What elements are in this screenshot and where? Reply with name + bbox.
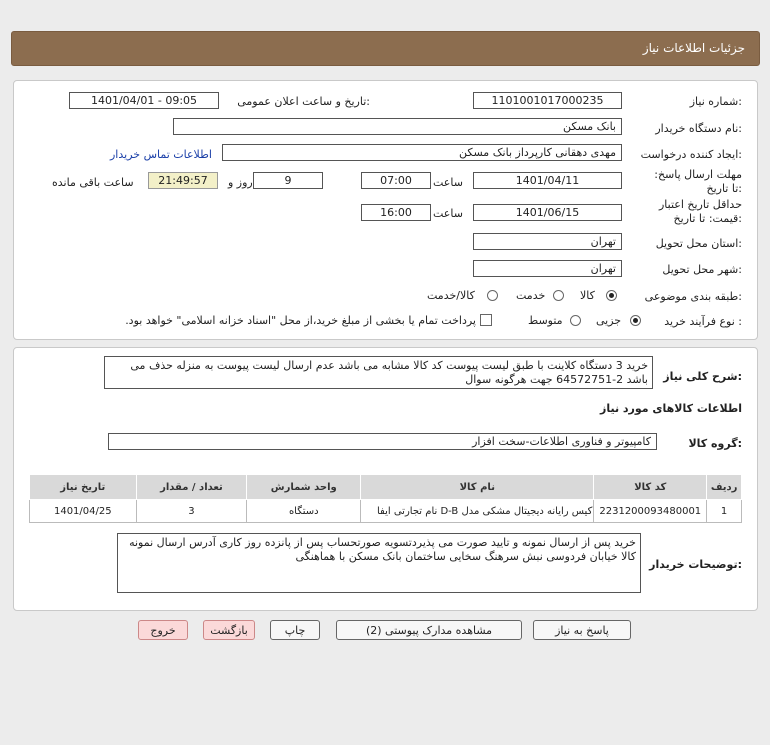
category-label: طبقه بندی موضوعی: xyxy=(644,290,742,303)
deadline-time-field: 07:00 xyxy=(361,172,431,189)
cell-code: 2231200093480001 xyxy=(594,500,707,523)
goods-group-label: گروه کالا: xyxy=(688,437,742,450)
province-label: استان محل تحویل: xyxy=(655,237,742,250)
treasury-checkbox[interactable] xyxy=(480,314,492,326)
deadline-time-label: ساعت xyxy=(433,176,463,189)
col-unit: واحد شمارش xyxy=(247,475,361,500)
treasury-note: پرداخت تمام یا بخشی از مبلغ خرید،از محل "اسناد خزانه اسلامی" خواهد بود. xyxy=(125,314,476,327)
validity-date-field: 1401/06/15 xyxy=(473,204,622,221)
deadline-days-field: 9 xyxy=(253,172,323,189)
process-label: نوع فرآیند خرید : xyxy=(664,315,742,328)
buyer-org-label: نام دستگاه خریدار: xyxy=(655,122,742,135)
deadline-label: مهلت ارسال پاسخ: تا تاریخ: xyxy=(654,168,742,195)
cell-date: 1401/04/25 xyxy=(30,500,137,523)
category-both-radio[interactable] xyxy=(487,290,498,301)
print-button[interactable]: چاپ xyxy=(270,620,320,640)
category-service-radio[interactable] xyxy=(553,290,564,301)
goods-section-title: اطلاعات کالاهای مورد نیاز xyxy=(600,402,742,415)
cell-row: 1 xyxy=(707,500,742,523)
creator-field: مهدی دهقانی کارپرداز بانک مسکن xyxy=(222,144,622,161)
summary-label: شرح کلی نیاز: xyxy=(663,370,742,383)
need-number-field: 1101001017000235 xyxy=(473,92,622,109)
col-code: کد کالا xyxy=(594,475,707,500)
col-date: تاریخ نیاز xyxy=(30,475,137,500)
validity-label: حداقل تاریخ اعتبار قیمت: تا تاریخ: xyxy=(658,198,742,225)
process-minor-label: جزیی xyxy=(596,314,622,327)
city-label: شهر محل تحویل: xyxy=(662,263,742,276)
city-field: تهران xyxy=(473,260,622,277)
cell-unit: دستگاه xyxy=(247,500,361,523)
back-button[interactable]: بازگشت xyxy=(203,620,255,640)
deadline-date-field: 1401/04/11 xyxy=(473,172,622,189)
province-field: تهران xyxy=(473,233,622,250)
days-label: روز و xyxy=(228,176,253,189)
announce-label: تاریخ و ساعت اعلان عمومی: xyxy=(237,95,370,108)
buyer-notes-label: توضیحات خریدار: xyxy=(649,558,742,571)
col-name: نام کالا xyxy=(361,475,594,500)
page-header xyxy=(11,31,760,66)
validity-time-field: 16:00 xyxy=(361,204,431,221)
buyer-notes-text: خرید پس از ارسال نمونه و تایید صورت می پذیردتسویه صورتحساب پس از پانزده روز کاری آدرس ارسال نمونه کالا خیابان فردوسی نبش سرهنگ سخایی ساختمان بانک مسکن با هماهنگی xyxy=(129,536,636,563)
buyer-notes-box xyxy=(117,533,641,593)
col-qty: تعداد / مقدار xyxy=(136,475,247,500)
category-goods-label: کالا xyxy=(580,289,595,302)
cell-qty: 3 xyxy=(136,500,247,523)
category-both-label: کالا/خدمت xyxy=(427,289,475,302)
process-minor-radio[interactable] xyxy=(630,315,641,326)
process-medium-label: متوسط xyxy=(528,314,563,327)
process-medium-radio[interactable] xyxy=(570,315,581,326)
buyer-contact-link[interactable]: اطلاعات تماس خریدار xyxy=(110,148,212,161)
attachments-button[interactable]: مشاهده مدارک پیوستی (2) xyxy=(336,620,522,640)
category-goods-radio[interactable] xyxy=(606,290,617,301)
table-row xyxy=(30,500,742,523)
creator-label: ایجاد کننده درخواست: xyxy=(640,148,742,161)
table-header-row xyxy=(30,475,742,500)
goods-table xyxy=(29,474,742,523)
announce-field: 1401/04/01 - 09:05 xyxy=(69,92,219,109)
cell-name: کیس رایانه دیجیتال مشکی مدل D-B نام تجارتی ایفا xyxy=(361,500,594,523)
page-title: جزئیات اطلاعات نیاز xyxy=(642,41,745,55)
need-number-label: شماره نیاز: xyxy=(689,95,742,108)
category-service-label: خدمت xyxy=(516,289,546,302)
summary-text: خرید 3 دستگاه کلاینت با طبق لیست پیوست کد کالا مشابه می باشد عدم ارسال لیست پیوست به منزله حذف می باشد 2-64572751 جهت هرگونه سوال xyxy=(130,359,648,386)
remaining-time-field: 21:49:57 xyxy=(148,172,218,189)
summary-box xyxy=(104,356,653,389)
col-row: ردیف xyxy=(707,475,742,500)
buyer-org-field: بانک مسکن xyxy=(173,118,622,135)
goods-group-field: کامپیوتر و فناوری اطلاعات-سخت افزار xyxy=(108,433,657,450)
validity-time-label: ساعت xyxy=(433,207,463,220)
reply-button[interactable]: پاسخ به نیاز xyxy=(533,620,631,640)
remaining-label: ساعت باقی مانده xyxy=(52,176,134,189)
exit-button[interactable]: خروج xyxy=(138,620,188,640)
